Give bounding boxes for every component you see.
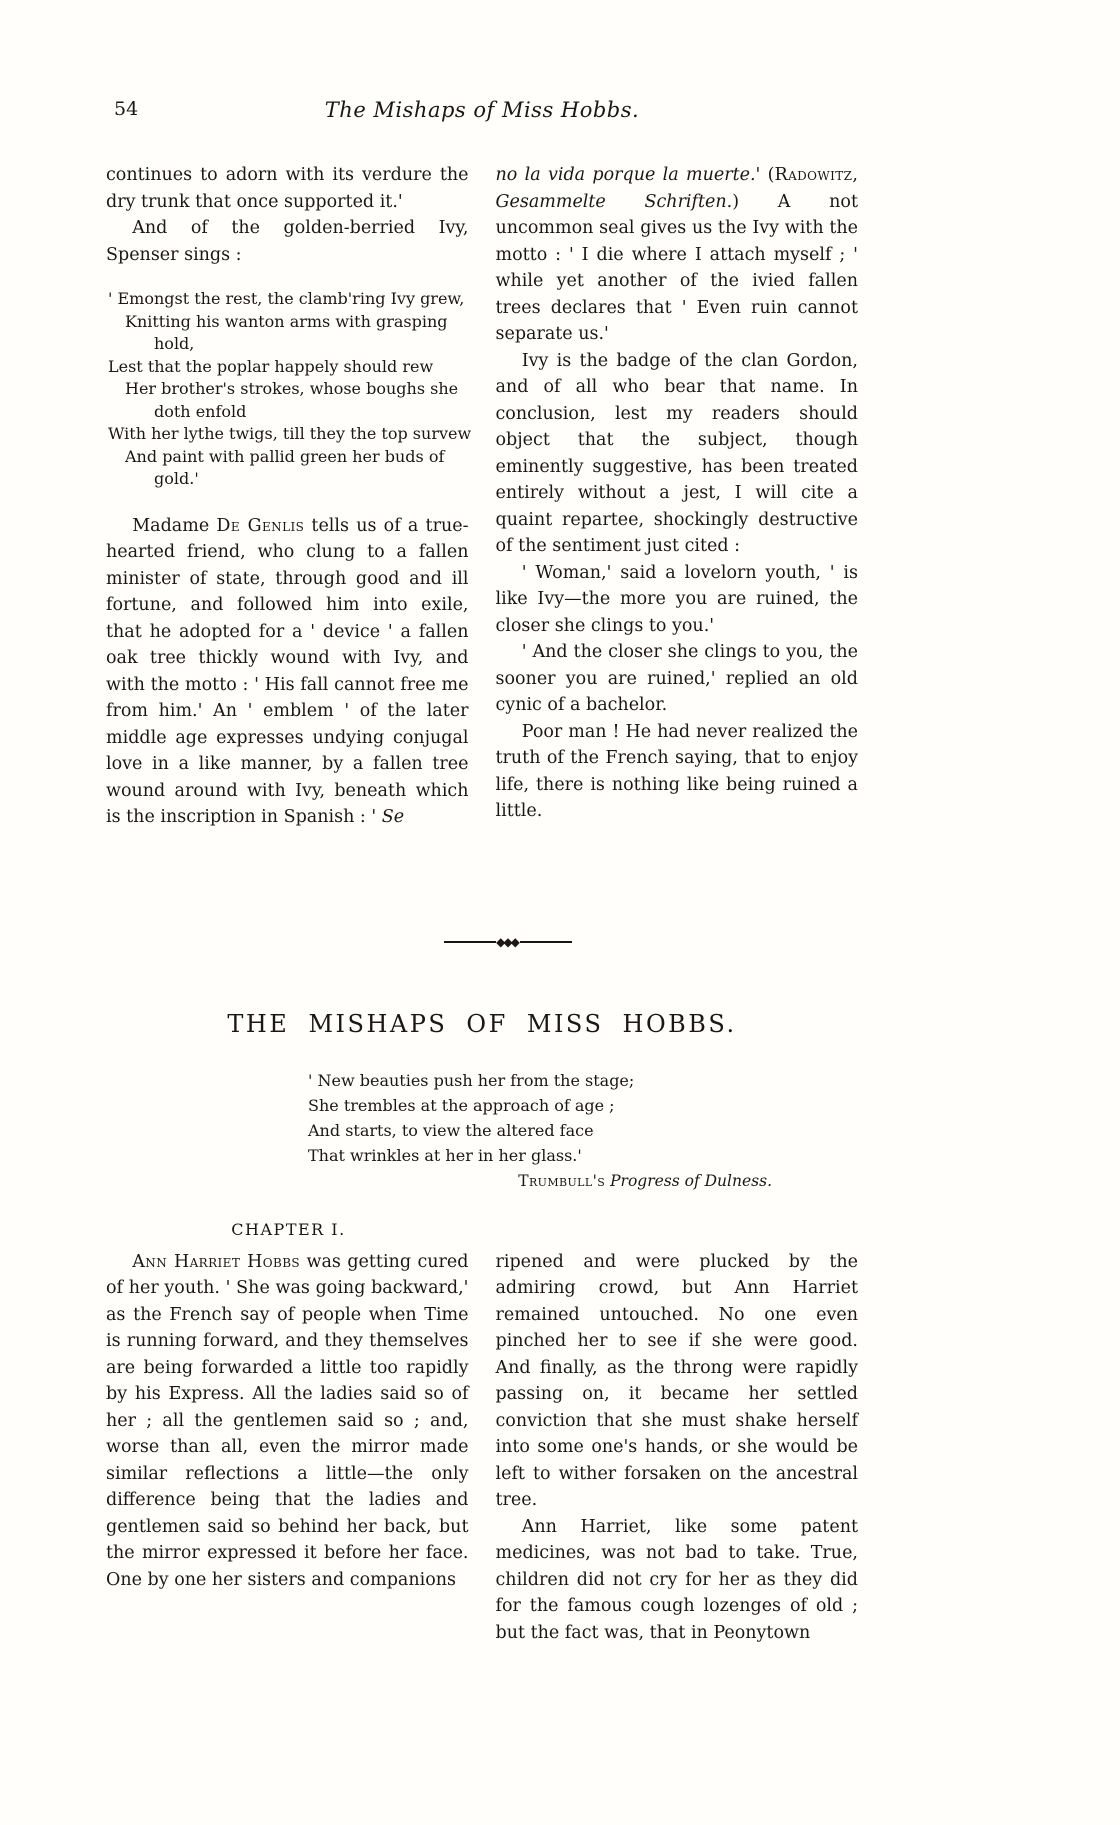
- divider-rule-right: [520, 941, 572, 943]
- verse-line: With her lythe twigs, till they the top survew: [108, 424, 472, 443]
- verse-line: ' Emongst the rest, the clamb'ring Ivy grew,: [108, 289, 465, 308]
- paragraph: Poor man ! He had never realized the truth of the French saying, that to enjoy life, there is nothing like being ruined a little.: [495, 721, 858, 821]
- story-left-column: [106, 1249, 469, 1647]
- paragraph: ' Woman,' said a lovelorn youth, ' is like Ivy—the more you are ruined, the closer she clings to you.': [495, 562, 858, 636]
- person-name: De Genlis: [216, 515, 305, 536]
- diamond-ornament-icon: ◆◆◆: [496, 934, 518, 949]
- story-columns: [106, 1249, 858, 1647]
- person-name: Radowitz: [774, 165, 853, 185]
- verse-line: doth enfold: [154, 401, 247, 421]
- character-name: Ann Harriet Hobbs: [132, 1251, 301, 1272]
- ivy-article-columns: [106, 162, 858, 831]
- story-title: THE MISHAPS OF MISS HOBBS.: [227, 1009, 737, 1038]
- book-title: Gesammelte Schriften.: [495, 191, 733, 212]
- foreign-phrase: no la vida porque la muerte.': [495, 165, 768, 185]
- chapter-heading: CHAPTER I.: [231, 1219, 346, 1239]
- paragraph: continues to adorn with its verdure the dry trunk that once supported it.': [106, 165, 469, 212]
- epigraph-line: ' New beauties push her from the stage;: [308, 1070, 635, 1090]
- epigraph-line: And starts, to view the altered face: [308, 1120, 594, 1140]
- divider-rule-left: [444, 941, 496, 943]
- paragraph: Ivy is the badge of the clan Gordon, and of all who bear that name. In conclusion, lest my readers should object that the subject, though eminently suggestive, has been treated entirely without a jest, I will cite a quaint repartee, shockingly destructive of the sentiment just cited :: [495, 350, 858, 556]
- verse-line: Lest that the poplar happely should rew: [108, 356, 434, 376]
- work-title: Progress of Dulness.: [610, 1171, 772, 1190]
- paragraph-text: ) A not uncommon seal gives us the Ivy with the motto : ' I die where I attach myself ; ' while yet another of the ivied fallen trees declares that ' Even ruin cannot separate us.': [495, 191, 858, 344]
- epigraph-line: That wrinkles at her in her glass.': [308, 1145, 582, 1165]
- paragraph-text: (: [767, 165, 775, 185]
- verse-line: hold,: [154, 334, 195, 353]
- story-right-column: [496, 1249, 859, 1647]
- paragraph: ripened and were plucked by the admiring crowd, but Ann Harriet remained untouched. No one even pinched her to see if she were good. And finally, as the throng were rapidly passing on, it became her settled conviction that she must shake herself into some one's hands, or she would be left to wither forsaken on the ancestral tree.: [495, 1251, 858, 1510]
- epigraph: [308, 1068, 778, 1194]
- verse-line: gold.': [154, 469, 199, 488]
- paragraph-text: Madame: [132, 515, 217, 536]
- paragraph: Ann Harriet, like some patent medicines, was not bad to take. True, children did not cry for her as they did for the famous cough lozenges of old ; but the fact was, that in Peonytown: [495, 1516, 858, 1643]
- paragraph-text: was getting cured of her youth. ' She was going backward,' as the French say of people when Time is running forward, and they themselves are being forwarded a little too rapidly by his Express. All the ladies said so of her ; all the gentlemen said so ; and, worse than all, even the mirror made similar reflections a little—the only difference being that the ladies and gentlemen said so behind her back, but the mirror expressed it before her face. One by one her sisters and companions: [106, 1251, 469, 1590]
- verse-line: Knitting his wanton arms with grasping: [125, 311, 448, 331]
- epigraph-attribution: [308, 1169, 778, 1194]
- page-header: [106, 98, 858, 132]
- epigraph-line: She trembles at the approach of age ;: [308, 1095, 615, 1115]
- foreign-phrase: Se: [381, 807, 405, 827]
- ivy-article-right-column: [496, 162, 859, 831]
- verse-block: [108, 288, 472, 491]
- section-divider: [132, 936, 884, 948]
- paragraph-text: ,: [852, 165, 858, 185]
- paragraph: ' And the closer she clings to you, the sooner you are ruined,' replied an old cynic of a bachelor.: [495, 642, 858, 715]
- paragraph: [106, 513, 469, 831]
- ivy-article-left-column: [106, 162, 472, 831]
- page-number: 54: [114, 98, 139, 120]
- paragraph: And of the golden-berried Ivy, Spenser sings :: [106, 218, 469, 265]
- verse-line: And paint with pallid green her buds of: [125, 446, 445, 466]
- running-title: The Mishaps of Miss Hobbs.: [324, 98, 640, 122]
- paragraph: [496, 162, 859, 348]
- author-name: Trumbull's: [518, 1171, 606, 1190]
- verse-line: Her brother's strokes, whose boughs she: [125, 379, 459, 398]
- paragraph-text: tells us of a true-hearted friend, who clung to a fallen minister of state, through good and ill fortune, and followed him into exile, that he adopted for a ' device ' a fallen oak tree thickly wound with Ivy, and with the motto : ' His fall cannot free me from him.' An ' emblem ' of the later middle age expresses undying conjugal love in a like manner, by a fallen tree wound around with Ivy, beneath which is the inscription in Spanish : ': [106, 515, 469, 827]
- paragraph: [106, 1249, 469, 1594]
